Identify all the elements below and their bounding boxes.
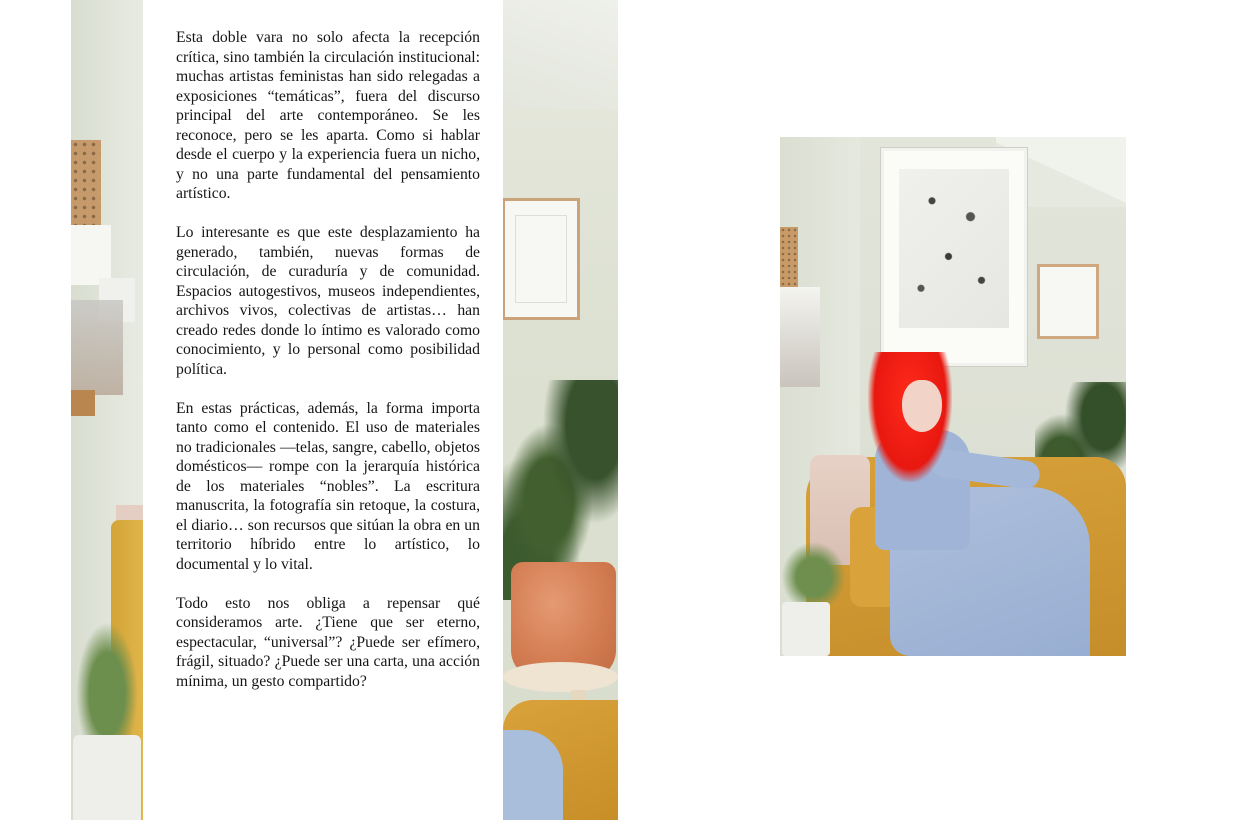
article-text-column: [143, 0, 503, 820]
white-pot: [782, 602, 830, 656]
paragraph: Lo interesante es que este desplazamiento ha generado, también, nuevas formas de circulación, de curaduría y de comunidad. Espacios autogestivos, museos independientes, archivos vivos, colectivas de artistas… han creado redes donde lo íntimo es valorado como conocimiento, y lo personal como posibilidad política.: [176, 224, 480, 378]
storage-bins: [71, 300, 123, 395]
portrait-photo: [780, 137, 1126, 656]
ink-sketch: [899, 169, 1009, 328]
plant-stool: [503, 662, 618, 692]
wood-strip: [71, 390, 95, 416]
large-framed-artwork: [881, 148, 1027, 366]
pothos-plant: [71, 610, 143, 750]
framed-print: [502, 198, 580, 320]
paragraph: Todo esto nos obliga a repensar qué consideramos arte. ¿Tiene que ser eterno, espectacular, “universal”? ¿Puede ser efímero, frágil, situado? ¿Puede ser una carta, una acción mínima, un gesto compartido?: [176, 594, 480, 690]
small-framed-artwork: [1037, 264, 1099, 339]
sloped-ceiling: [503, 0, 618, 110]
paragraph: Esta doble vara no solo afecta la recepción crítica, sino también la circulación institucional: muchas artistas feministas han sido relegadas a exposiciones “temáticas”, fuera del discurso principal del arte contemporáneo. Se les reconoce, pero se les aparta. Como si hablar desde el cuerpo y la experiencia fuera un nicho, y no una parte fundamental del pensamiento artístico.: [176, 29, 480, 202]
face: [902, 380, 942, 432]
white-pot: [73, 735, 141, 820]
paragraph: En estas prácticas, además, la forma importa tanto como el contenido. El uso de materiales no tradicionales —telas, sangre, cabello, objetos domésticos— rompe con la jerarquía histórica de los materiales “nobles”. La escritura manuscrita, la fotografía sin retoque, la costura, el diario… son recursos que sitúan la obra en un territorio híbrido entre lo artístico, lo documental y lo vital.: [176, 399, 480, 573]
wall-shelf: [71, 225, 111, 285]
wall-shelf: [780, 287, 820, 387]
